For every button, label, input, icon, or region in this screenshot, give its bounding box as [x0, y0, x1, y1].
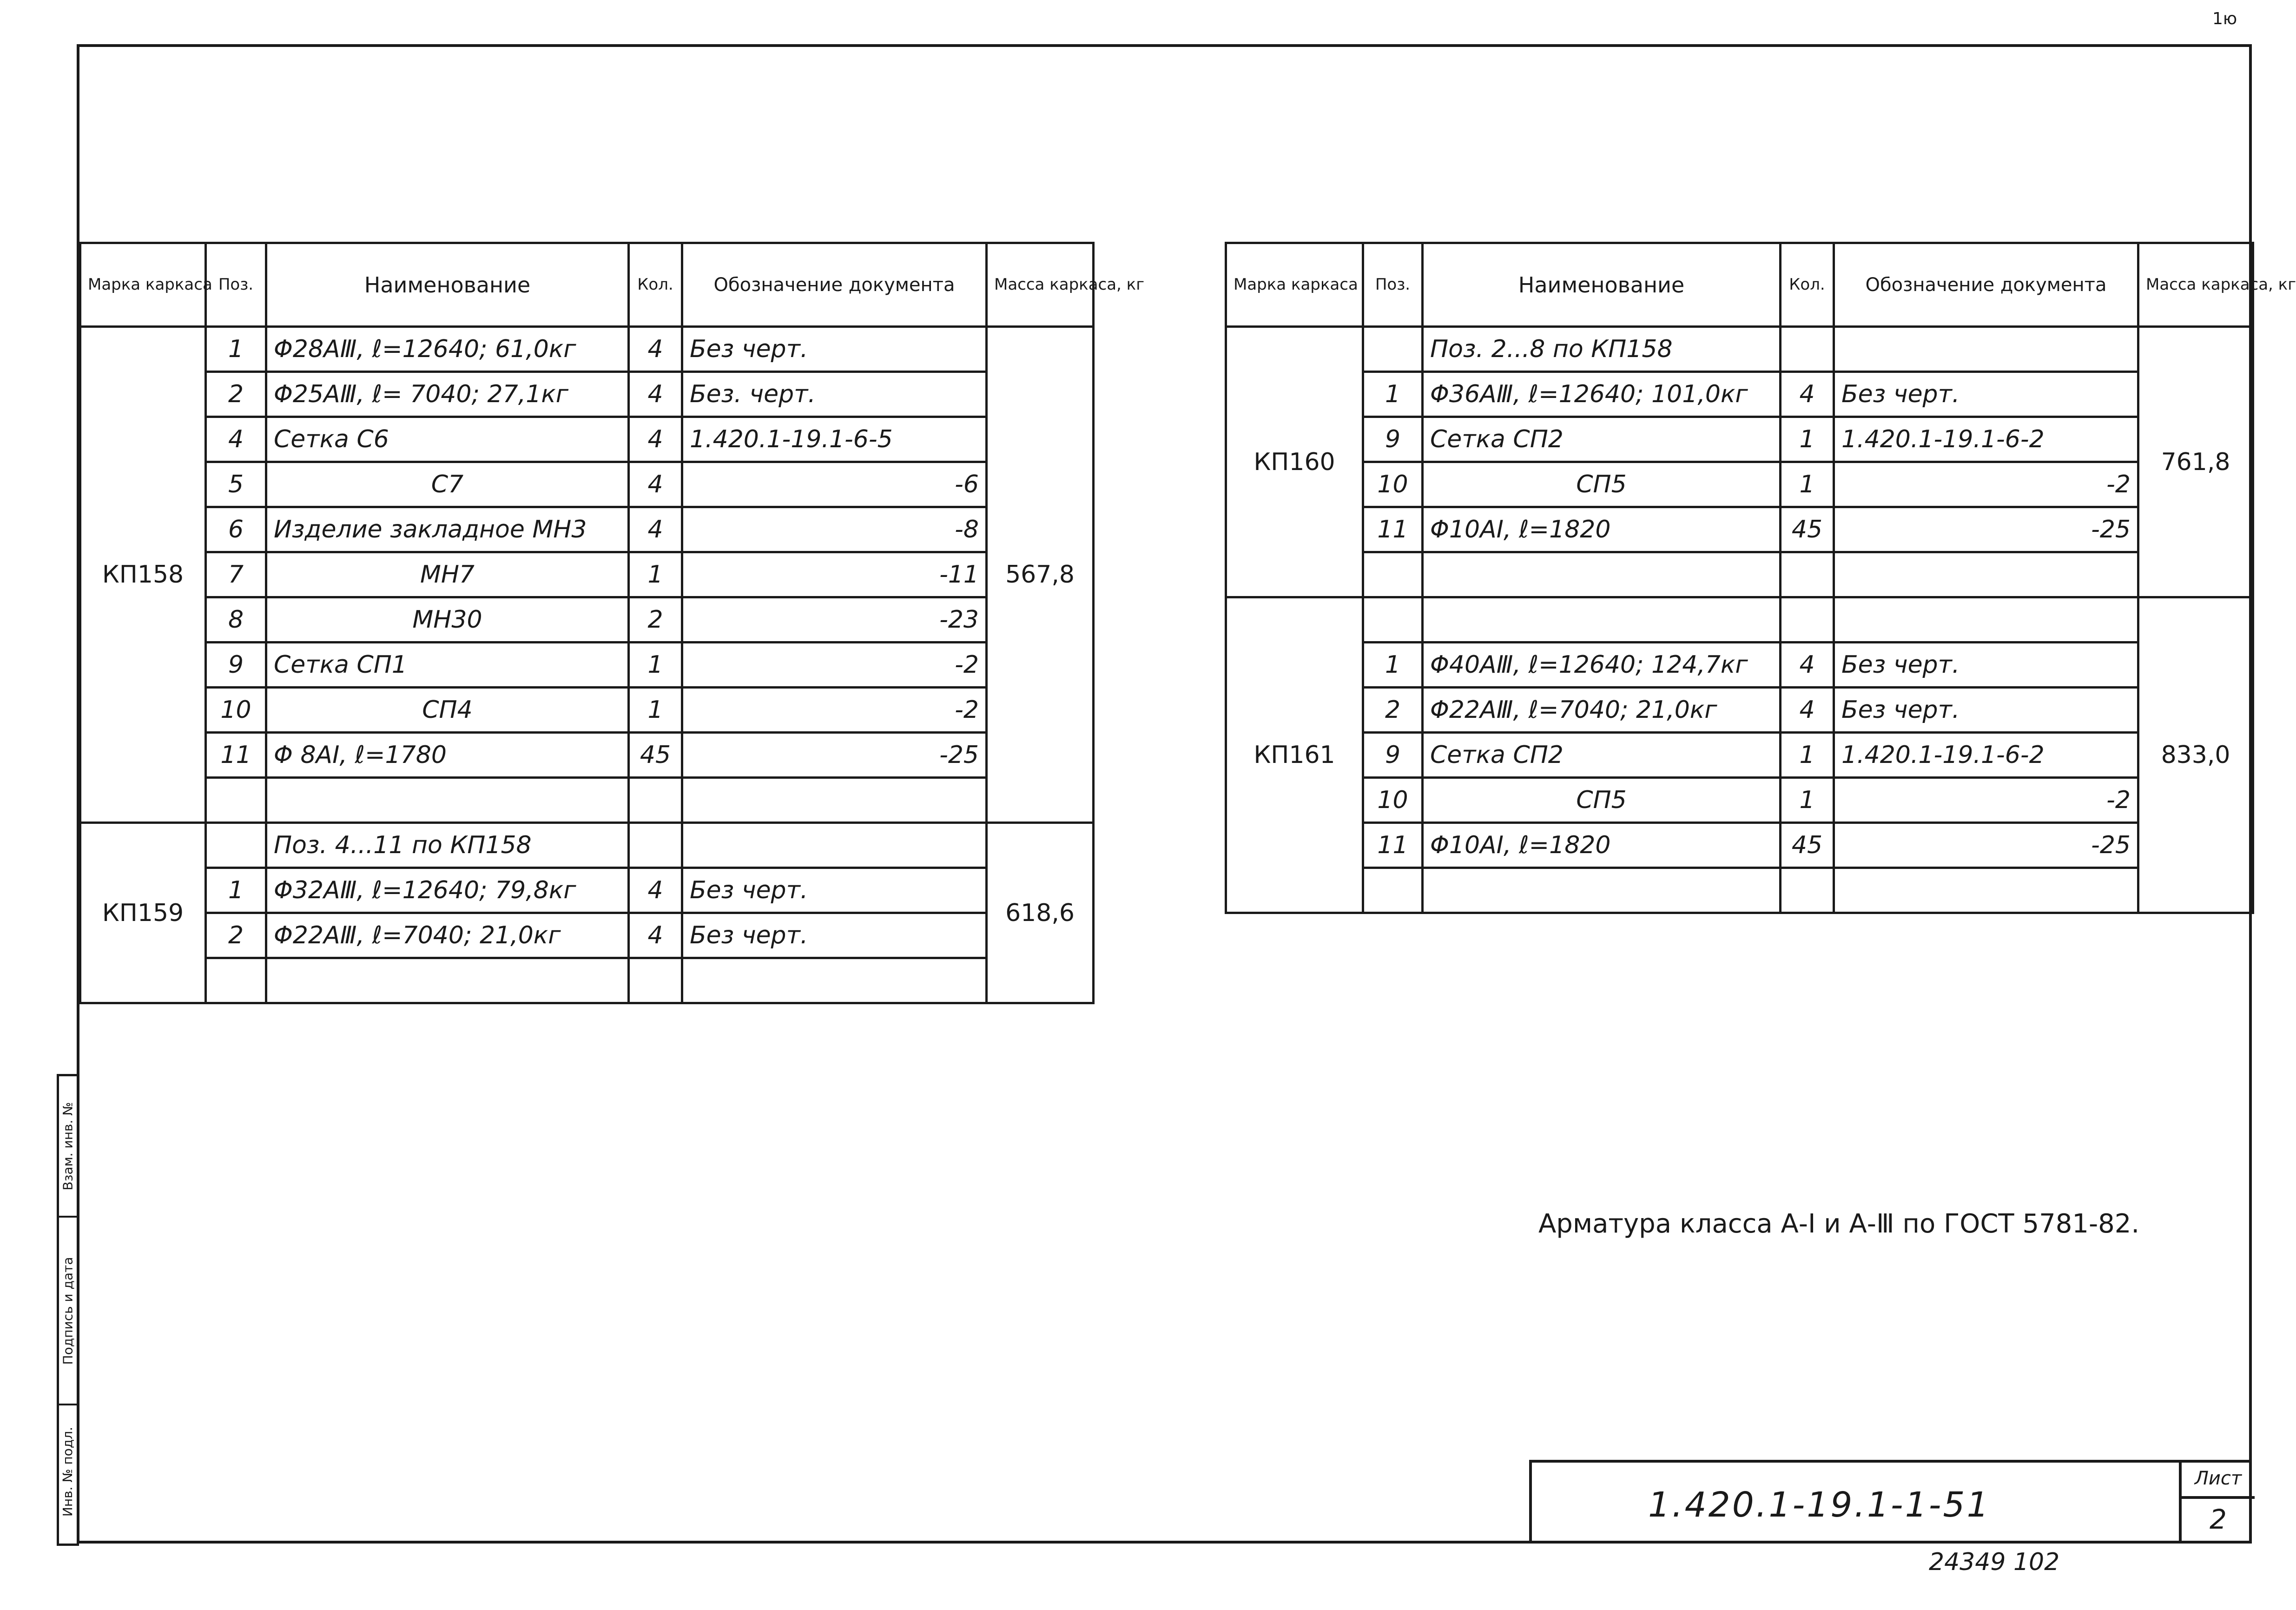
table-row [80, 327, 1094, 372]
table-row [1226, 507, 2253, 552]
position-cell: 10 [1363, 462, 1423, 507]
side-stamp-inv-cell [59, 1402, 77, 1541]
side-stamp [57, 1074, 79, 1546]
quantity-cell: 4 [629, 327, 682, 372]
name-cell: Φ36АⅢ, ℓ=12640; 101,0кг [1423, 372, 1781, 417]
side-stamp-replace: Взам. инв. № [60, 1101, 76, 1191]
name-cell: Сетка СП1 [266, 643, 629, 688]
quantity-cell: 1 [629, 643, 682, 688]
document-cell [1834, 597, 2138, 643]
right-table-body [1226, 327, 2253, 913]
document-cell [682, 958, 987, 1003]
quantity-cell: 1 [629, 688, 682, 733]
name-cell [1423, 868, 1781, 913]
name-cell: Поз. 4...11 по КП158 [266, 823, 629, 868]
quantity-cell: 45 [1781, 507, 1834, 552]
quantity-cell: 45 [1781, 823, 1834, 868]
col-qty-header: Кол. [629, 243, 682, 327]
quantity-cell: 4 [629, 913, 682, 958]
table-row [1226, 552, 2253, 597]
name-cell: Сетка СП2 [1423, 733, 1781, 778]
table-row [80, 597, 1094, 643]
side-stamp-replace-cell [59, 1076, 77, 1218]
frame-mass-cell: 567,8 [987, 327, 1094, 823]
side-stamp-sign-cell [59, 1216, 77, 1405]
table-row [80, 778, 1094, 823]
name-cell [266, 958, 629, 1003]
position-cell: 11 [1363, 823, 1423, 868]
frame-mass-cell: 761,8 [2138, 327, 2253, 597]
sheet-label: Лист [2179, 1463, 2255, 1499]
position-cell: 9 [1363, 733, 1423, 778]
quantity-cell [1781, 327, 1834, 372]
table-row [80, 913, 1094, 958]
position-cell: 6 [206, 507, 266, 552]
table-row [80, 462, 1094, 507]
col-mark-header: Марка каркаса [80, 243, 206, 327]
position-cell: 4 [206, 417, 266, 462]
position-cell [206, 958, 266, 1003]
name-cell [1423, 597, 1781, 643]
quantity-cell [1781, 868, 1834, 913]
name-cell: Изделие закладное МН3 [266, 507, 629, 552]
document-code: 1.420.1-19.1-1-51 [1648, 1485, 1991, 1525]
table-header-row [80, 243, 1094, 327]
right-spec-table [1225, 242, 2296, 914]
name-cell: Φ40АⅢ, ℓ=12640; 124,7кг [1423, 643, 1781, 688]
quantity-cell [629, 958, 682, 1003]
table-row [1226, 868, 2253, 913]
quantity-cell: 4 [1781, 688, 1834, 733]
document-cell: -6 [682, 462, 987, 507]
document-cell: -25 [1834, 507, 2138, 552]
name-cell [1423, 552, 1781, 597]
table-row [1226, 778, 2253, 823]
col-name-header: Наименование [266, 243, 629, 327]
table-row [80, 507, 1094, 552]
name-cell: СП5 [1423, 462, 1781, 507]
table-row [80, 688, 1094, 733]
position-cell: 9 [1363, 417, 1423, 462]
name-cell: Φ 8АI, ℓ=1780 [266, 733, 629, 778]
position-cell: 1 [206, 327, 266, 372]
archive-number: 24349 102 [1929, 1548, 2060, 1576]
position-cell: 2 [206, 913, 266, 958]
quantity-cell: 1 [629, 552, 682, 597]
side-stamp-inv: Инв. № подл. [60, 1426, 76, 1517]
table-row [1226, 372, 2253, 417]
table-row [1226, 597, 2253, 643]
quantity-cell: 1 [1781, 462, 1834, 507]
document-cell: -2 [682, 643, 987, 688]
position-cell [1363, 868, 1423, 913]
name-cell: Φ22АⅢ, ℓ=7040; 21,0кг [1423, 688, 1781, 733]
position-cell: 8 [206, 597, 266, 643]
table-row [1226, 417, 2253, 462]
col-mass-header: Масса каркаса, кг [987, 243, 1094, 327]
quantity-cell: 1 [1781, 778, 1834, 823]
position-cell: 2 [1363, 688, 1423, 733]
position-cell: 7 [206, 552, 266, 597]
side-stamp-sign: Подпись и дата [60, 1257, 76, 1365]
quantity-cell: 4 [629, 507, 682, 552]
position-cell [1363, 552, 1423, 597]
document-cell: -11 [682, 552, 987, 597]
document-cell: -2 [1834, 462, 2138, 507]
document-cell: Без черт. [1834, 372, 2138, 417]
quantity-cell: 4 [1781, 372, 1834, 417]
document-cell: -25 [682, 733, 987, 778]
col-pos-header: Поз. [206, 243, 266, 327]
quantity-cell [629, 823, 682, 868]
table-row [80, 372, 1094, 417]
document-cell: -8 [682, 507, 987, 552]
title-block [1529, 1460, 2252, 1544]
frame-mark-cell: КП161 [1226, 597, 1363, 913]
name-cell: СП4 [266, 688, 629, 733]
document-cell [1834, 552, 2138, 597]
name-cell: Φ25АⅢ, ℓ= 7040; 27,1кг [266, 372, 629, 417]
name-cell: МН30 [266, 597, 629, 643]
quantity-cell: 1 [1781, 417, 1834, 462]
table-row [1226, 688, 2253, 733]
quantity-cell: 2 [629, 597, 682, 643]
document-cell: -2 [682, 688, 987, 733]
position-cell: 10 [1363, 778, 1423, 823]
position-cell: 11 [1363, 507, 1423, 552]
sheet-number: 2 [2179, 1496, 2255, 1544]
document-cell: Без черт. [682, 868, 987, 913]
left-spec-table [79, 242, 1145, 1004]
name-cell: МН7 [266, 552, 629, 597]
col-mark-header: Марка каркаса [1226, 243, 1363, 327]
table-row [80, 823, 1094, 868]
quantity-cell: 1 [1781, 733, 1834, 778]
name-cell: Φ22АⅢ, ℓ=7040; 21,0кг [266, 913, 629, 958]
document-cell: Без черт. [682, 327, 987, 372]
frame-mark-cell: КП158 [80, 327, 206, 823]
document-cell: -23 [682, 597, 987, 643]
table-row [80, 958, 1094, 1003]
document-cell: Без. черт. [682, 372, 987, 417]
table-row [1226, 462, 2253, 507]
quantity-cell: 4 [629, 868, 682, 913]
position-cell: 2 [206, 372, 266, 417]
position-cell [1363, 597, 1423, 643]
document-cell: -2 [1834, 778, 2138, 823]
name-cell: Поз. 2...8 по КП158 [1423, 327, 1781, 372]
col-pos-header: Поз. [1363, 243, 1423, 327]
frame-mark-cell: КП160 [1226, 327, 1363, 597]
frame-mass-cell: 833,0 [2138, 597, 2253, 913]
table-row [80, 868, 1094, 913]
quantity-cell: 4 [1781, 643, 1834, 688]
document-cell: -25 [1834, 823, 2138, 868]
table-row [1226, 823, 2253, 868]
frame-mark-cell: КП159 [80, 823, 206, 1003]
document-cell: Без черт. [1834, 688, 2138, 733]
quantity-cell: 45 [629, 733, 682, 778]
position-cell [1363, 327, 1423, 372]
quantity-cell [1781, 552, 1834, 597]
table-row [80, 643, 1094, 688]
document-cell: 1.420.1-19.1-6-2 [1834, 733, 2138, 778]
document-cell: 1.420.1-19.1-6-2 [1834, 417, 2138, 462]
col-doc-header: Обозначение документа [1834, 243, 2138, 327]
name-cell [266, 778, 629, 823]
quantity-cell: 4 [629, 462, 682, 507]
quantity-cell: 4 [629, 372, 682, 417]
name-cell: Φ10АI, ℓ=1820 [1423, 507, 1781, 552]
col-name-header: Наименование [1423, 243, 1781, 327]
quantity-cell [629, 778, 682, 823]
quantity-cell: 4 [629, 417, 682, 462]
table-row [80, 552, 1094, 597]
position-cell: 5 [206, 462, 266, 507]
name-cell: СП5 [1423, 778, 1781, 823]
position-cell: 1 [206, 868, 266, 913]
document-cell: Без черт. [682, 913, 987, 958]
table-row [1226, 327, 2253, 372]
position-cell: 1 [1363, 643, 1423, 688]
table-header-row [1226, 243, 2253, 327]
name-cell: С7 [266, 462, 629, 507]
table-row [1226, 643, 2253, 688]
col-qty-header: Кол. [1781, 243, 1834, 327]
document-cell [682, 778, 987, 823]
table-row [1226, 733, 2253, 778]
left-table-body [80, 327, 1094, 1003]
table-row [80, 733, 1094, 778]
name-cell: Φ28АⅢ, ℓ=12640; 61,0кг [266, 327, 629, 372]
quantity-cell [1781, 597, 1834, 643]
name-cell: Φ32АⅢ, ℓ=12640; 79,8кг [266, 868, 629, 913]
name-cell: Сетка С6 [266, 417, 629, 462]
position-cell [206, 823, 266, 868]
table-row [80, 417, 1094, 462]
col-doc-header: Обозначение документа [682, 243, 987, 327]
reinforcement-note: Арматура класса А-I и А-Ⅲ по ГОСТ 5781-82. [1538, 1209, 2140, 1239]
position-cell: 10 [206, 688, 266, 733]
position-cell: 11 [206, 733, 266, 778]
col-mass-header: Масса каркаса, кг [2138, 243, 2253, 327]
position-cell: 9 [206, 643, 266, 688]
document-cell [682, 823, 987, 868]
corner-sheet-mark: 1ю [2212, 9, 2237, 28]
position-cell: 1 [1363, 372, 1423, 417]
frame-mass-cell: 618,6 [987, 823, 1094, 1003]
document-cell: Без черт. [1834, 643, 2138, 688]
document-cell: 1.420.1-19.1-6-5 [682, 417, 987, 462]
name-cell: Φ10АI, ℓ=1820 [1423, 823, 1781, 868]
name-cell: Сетка СП2 [1423, 417, 1781, 462]
position-cell [206, 778, 266, 823]
document-cell [1834, 868, 2138, 913]
document-cell [1834, 327, 2138, 372]
